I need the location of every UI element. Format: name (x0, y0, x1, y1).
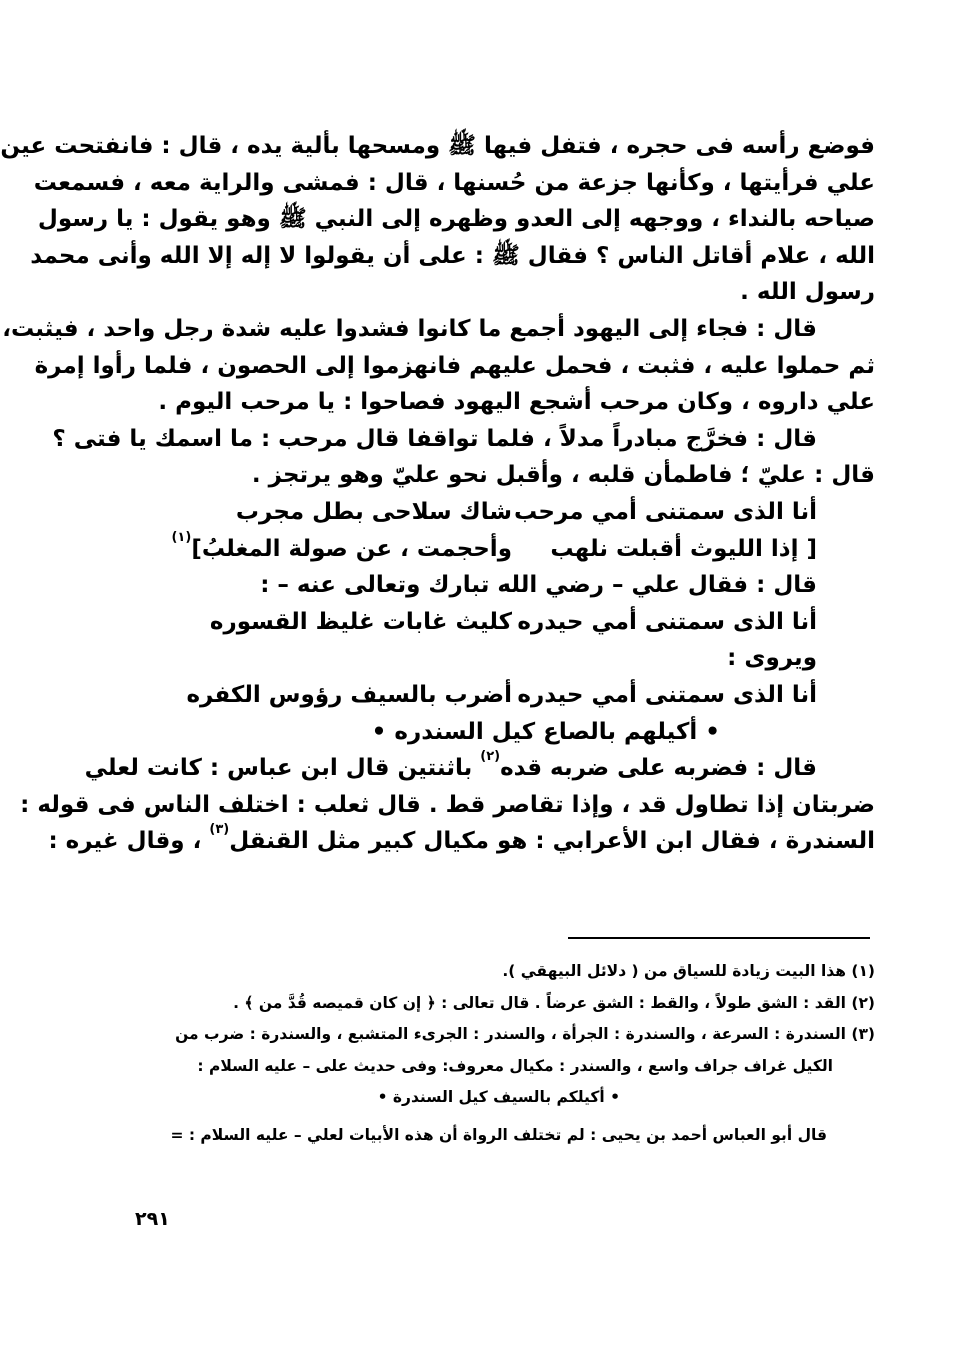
text-line: قال : فخرَّج مبادراً مدلاً ، فلما تواقفا قال مرحب : ما اسمك يا فتى ؟ (52, 425, 817, 452)
verse-line: • أكيلهم بالصاع كيل السندره • (371, 718, 720, 745)
verse-line (130, 531, 875, 568)
text-line: رسول الله . (740, 279, 875, 306)
text-line: قال : فقال علي – رضي الله تبارك وتعالى عنه – : (260, 572, 817, 599)
verse-text: وأحجمت ، عن صولة المغلبُ] (191, 535, 512, 562)
text-line: علي داروه ، وكان مرحب أشجع اليهود فصاحوا : يا مرحب اليوم . (158, 389, 875, 416)
footnote: (٣) السندرة : السرعة ، والسندرة : الجرأة ، والسندر : الجرىء المتشبع ، والسندرة : ضرب من (175, 1025, 875, 1043)
text-segment: قال : فضربه على ضربه قده (500, 755, 817, 782)
page-number: ٢٩١ (135, 1208, 170, 1230)
footnote-divider (568, 937, 870, 939)
footnote: (٢) القد : الشق طولاً ، والقط : الشق عرضاً . قال تعالى : ﴿ إن كان قميصه قُدَّ من ﴾ . (233, 993, 875, 1012)
verse-hemistich: [ إذا الليوث أقبلت نلهب (550, 535, 817, 562)
verse-hemistich: أنا الذى سمتنى أمي حيدره (517, 608, 817, 635)
verse-line (130, 494, 875, 531)
text-segment: ، وقال غيره : (48, 828, 210, 855)
text-segment: السندرة ، فقال ابن الأعرابي : هو مكيال كبير مثل القنقل (229, 828, 875, 855)
footnote: (١) هذا البيت زيادة للسياق من ( دلائل البيهقي ). (502, 962, 875, 980)
text-segment: باثنتين قال ابن عباس : كانت لعلي (84, 755, 481, 782)
text-line: علي فرأيتها ، وكأنها جزعة من حُسنها ، قال : فمشى والراية معه ، فسمعت (33, 169, 875, 196)
footnote-ref: (٢) (480, 749, 501, 765)
text-line (48, 822, 875, 860)
footnote-continuation: • أكيلكم بالسيف كيل السندرة • (377, 1088, 620, 1106)
text-line: ويروى : (727, 645, 817, 672)
verse-hemistich: شاك سلاحى بطل مجرب (235, 498, 512, 525)
footnote-ref: (٣) (209, 822, 230, 838)
verse-line (130, 677, 875, 714)
verse-hemistich: أضرب بالسيف رؤوس الكفره (186, 681, 512, 708)
verse-hemistich: أنا الذى سمتنى أمي حيدره (517, 681, 817, 708)
text-line: الله ، علام أقاتل الناس ؟ فقال ﷺ : على أن يقولوا لا إله إلا الله وأنى محمد (30, 242, 875, 269)
footnotes (130, 956, 875, 1151)
verse-hemistich: كليث غابات غليظ القسوره (209, 608, 512, 635)
text-line: صياحه بالنداء ، ووجهه إلى العدو وظهره إلى النبي ﷺ وهو يقول : يا رسول (37, 206, 875, 233)
verse-hemistich: أنا الذى سمتنى أمي مرحب (513, 498, 817, 525)
text-line: ثم حملوا عليه ، فثبت ، فحمل عليهم فانهزموا إلى الحصون ، فلما رأوا إمرة (34, 352, 875, 379)
footnote-ref: (١) (171, 529, 192, 545)
footnote-continuation: الكيل غراف جراف واسع ، والسندر : مكيال معروف: وفى حديث على – عليه السلام : (197, 1056, 833, 1075)
text-line (84, 749, 875, 787)
footnote-continuation: قال أبو العباس أحمد بن يحيى : لم تختلف الرواة أن هذه الأبيات لعلي – عليه السلام : = (170, 1125, 827, 1144)
text-line: فوضع رأسه فى حجره ، فتفل فيها ﷺ ومسحها بألية يده ، قال : فانفتحت عين (0, 133, 875, 159)
verse-hemistich (171, 529, 512, 568)
text-line: قال : عليّ ؛ فاطمأن قلبه ، وأقبل نحو عليّ وهو يرتجز . (251, 462, 875, 489)
main-text (0, 128, 875, 860)
text-line: قال : فجاء إلى اليهود أجمع ما كانوا فشدوا عليه شدة رجل واحد ، فيثبت، (2, 315, 817, 342)
text-line: ضربتان إذا تطاول قد ، وإذا تقاصر قط . قال ثعلب : اختلف الناس فى قوله : (20, 791, 875, 818)
verse-line (130, 604, 875, 641)
